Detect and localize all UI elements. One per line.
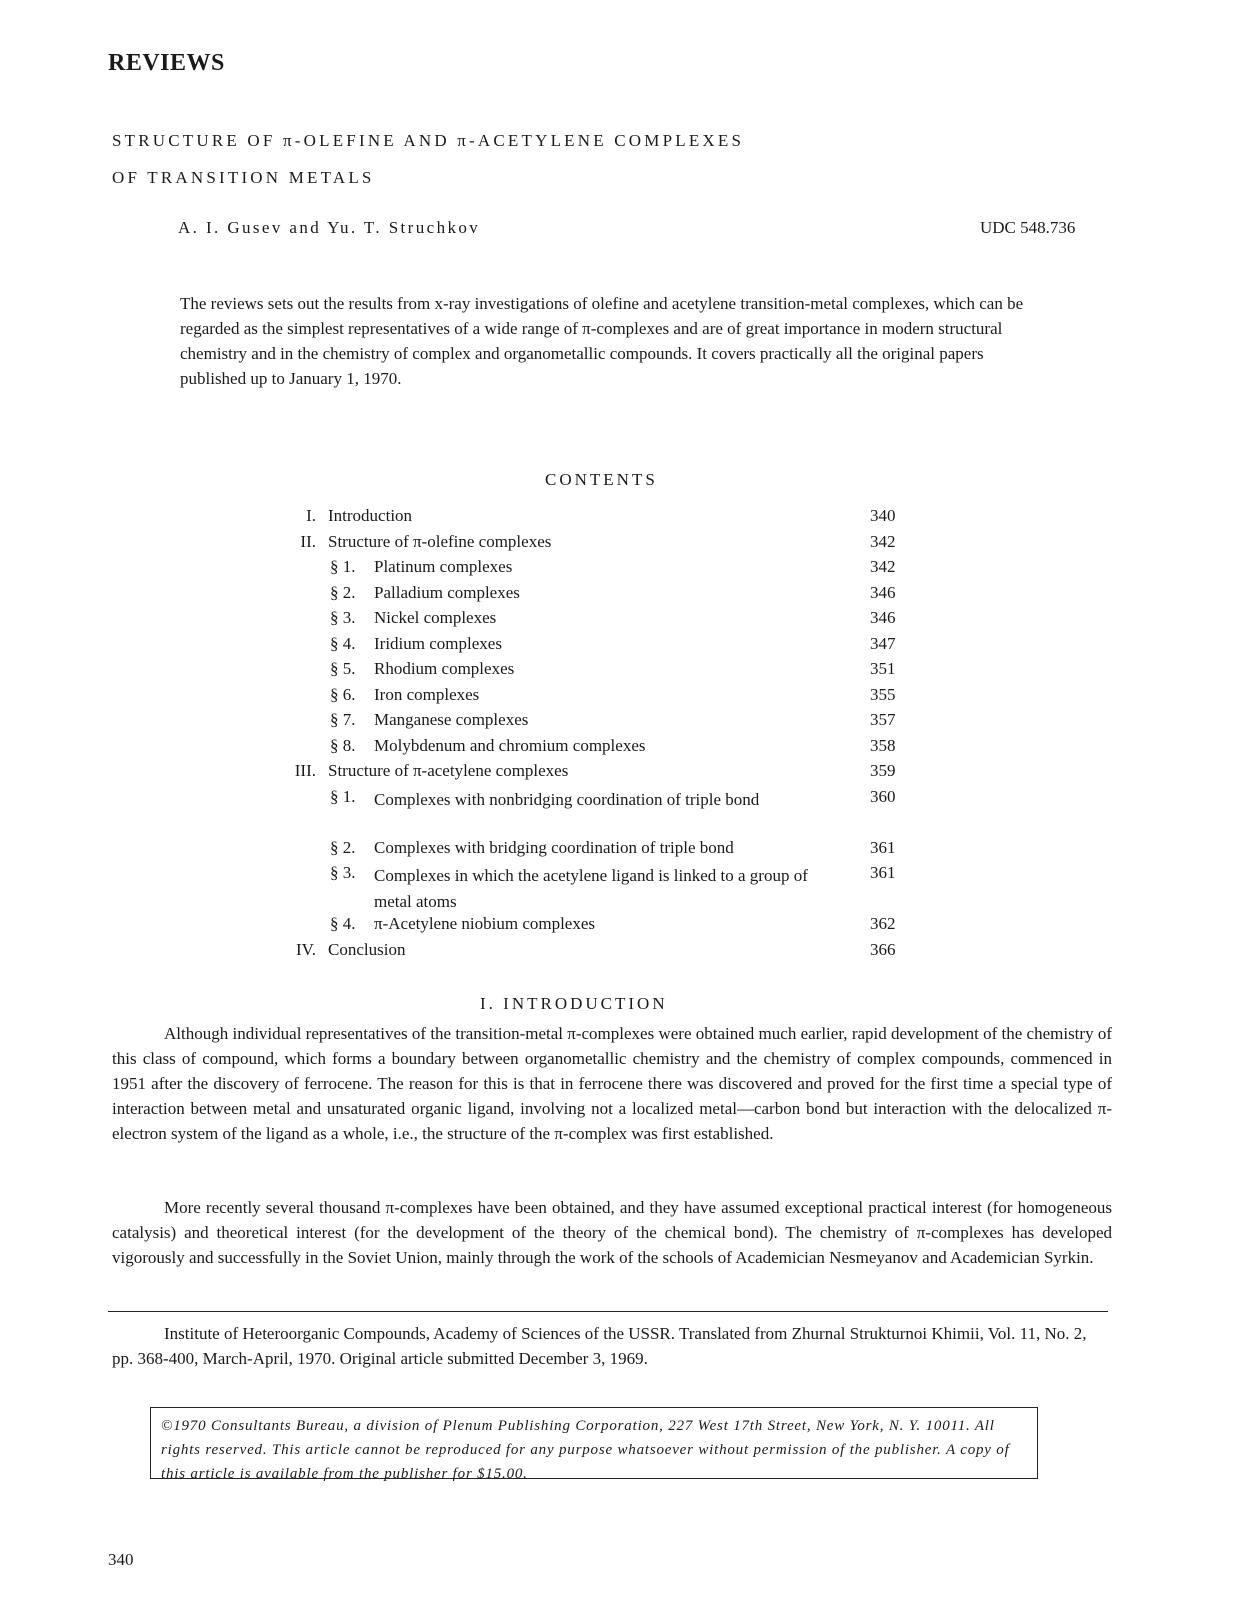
toc-entry-number: § 1. (330, 557, 356, 576)
toc-entry-number: § 6. (330, 684, 356, 704)
toc-entry-page: 360 (870, 786, 896, 806)
toc-entry-number: § 2. (330, 837, 356, 857)
toc-entry-label: Molybdenum and chromium complexes (374, 735, 646, 755)
toc-entry-number: § 4. (330, 633, 356, 653)
toc-entry-number: § 3. (330, 608, 356, 627)
toc-entry (280, 557, 910, 583)
toc-entry-number: I. (306, 506, 316, 525)
toc-entry-page: 361 (870, 863, 896, 882)
paragraph-text: Although individual representatives of the transition-metal π-complexes were obtained much earlier, rapid development of the chemistry of this class of compound, which forms a boundary between organometallic chemistry and the chemistry of complex compounds, commenced in 1951 after the discovery of ferrocene. The reason for this is that in ferrocene there was discovered and proved for the first time a special type of interaction between metal and unsaturated organic ligand, involving not a localized metal—carbon bond but interaction with the delocalized π-electron system of the ligand as a whole, i.e., the structure of the π-complex was first established. (112, 1024, 1112, 1143)
toc-entry-number: § 5. (330, 659, 356, 678)
toc-entry-page: 361 (870, 837, 896, 857)
toc-entry-number: § 8. (330, 735, 356, 755)
toc-entry-page: 366 (870, 939, 896, 959)
toc-entry (280, 532, 910, 558)
toc-entry (280, 710, 910, 736)
toc-entry (280, 506, 910, 532)
udc-code: UDC 548.736 (980, 218, 1076, 237)
toc-entry (280, 608, 910, 634)
toc-entry (280, 736, 910, 762)
toc-entry-label: Complexes in which the acetylene ligand is linked to a group of metal atoms (374, 866, 808, 911)
article-title-line-2: OF TRANSITION METALS (112, 168, 375, 187)
toc-entry (280, 659, 910, 685)
toc-entry-label: Iron complexes (374, 684, 480, 704)
introduction-paragraph-2 (112, 1195, 1112, 1270)
paragraph-text: More recently several thousand π-complexes have been obtained, and they have assumed exceptional practical interest (for homogeneous catalysis) and theoretical interest (for the development of the theory of the chemical bond). The chemistry of π-complexes has developed vigorously and successfully in the Soviet Union, mainly through the work of the schools of Academician Nesmeyanov and Academician Syrkin. (112, 1198, 1112, 1267)
toc-entry (280, 914, 910, 940)
toc-entry (280, 787, 910, 838)
toc-entry-number: III. (294, 761, 316, 780)
toc-entry-number: § 2. (330, 582, 356, 602)
toc-entry-page: 357 (870, 710, 896, 729)
toc-entry-page: 358 (870, 735, 896, 755)
toc-entry-number: § 3. (330, 863, 356, 882)
toc-entry (280, 838, 910, 864)
toc-entry-number: § 4. (330, 914, 356, 933)
copyright-box (150, 1407, 1038, 1482)
toc-entry-page: 346 (870, 608, 896, 627)
toc-entry-label: Conclusion (328, 939, 406, 959)
toc-entry (280, 863, 910, 914)
toc-entry-number: § 1. (330, 786, 356, 806)
footnote (112, 1321, 1102, 1371)
toc-entry-page: 340 (870, 506, 896, 525)
toc-entry-label: Iridium complexes (374, 633, 502, 653)
footnote-text: Institute of Heteroorganic Compounds, Academy of Sciences of the USSR. Translated from Zhurnal Strukturnoi Khimii, Vol. 11, No. 2, pp. 368-400, March-April, 1970. Original article submitted December 3, 1969. (112, 1324, 1087, 1368)
introduction-heading: I. INTRODUCTION (480, 994, 668, 1013)
toc-entry-number: IV. (296, 939, 316, 959)
toc-entry-page: 359 (870, 761, 896, 780)
copyright-text: ©1970 Consultants Bureau, a division of Plenum Publishing Corporation, 227 West 17th Street, New York, N. Y. 10011. All rights reserved. This article cannot be reproduced for any purpose whatsoever without permission of the publisher. A copy of this article is available from the publisher for $15.00. (161, 1418, 1010, 1482)
article-title-line-1: STRUCTURE OF π-OLEFINE AND π-ACETYLENE COMPLEXES (112, 131, 745, 150)
toc-entry-label: Complexes with nonbridging coordination of triple bond (374, 789, 760, 809)
toc-entry-page: 347 (870, 633, 896, 653)
abstract (180, 291, 1050, 391)
toc-entry-label: Manganese complexes (374, 710, 529, 729)
toc-entry-label: Structure of π-acetylene complexes (328, 761, 569, 780)
introduction-paragraph-1 (112, 1021, 1112, 1146)
section-label: REVIEWS (108, 50, 225, 76)
toc-entry-page: 362 (870, 914, 896, 933)
toc-entry-label: Nickel complexes (374, 608, 497, 627)
toc-entry-label: Platinum complexes (374, 557, 513, 576)
footnote-divider (108, 1311, 1108, 1312)
toc-entry-page: 342 (870, 531, 896, 551)
abstract-text: The reviews sets out the results from x-ray investigations of olefine and acetylene transition-metal complexes, which can be regarded as the simplest representatives of a wide range of π-complexes and are of great importance in modern structural chemistry and in the chemistry of complex and organometallic compounds. It covers practically all the original papers published up to January 1, 1970. (180, 294, 1024, 388)
toc-entry-label: Rhodium complexes (374, 659, 515, 678)
toc-entry-label: Structure of π-olefine complexes (328, 531, 552, 551)
toc-entry (280, 685, 910, 711)
page-number: 340 (108, 1550, 134, 1569)
toc-entry-label: Palladium complexes (374, 582, 520, 602)
toc-entry (280, 634, 910, 660)
table-of-contents (280, 506, 910, 965)
toc-entry (280, 761, 910, 787)
toc-entry-label: Introduction (328, 506, 413, 525)
contents-heading: CONTENTS (545, 470, 658, 489)
toc-entry-page: 342 (870, 557, 896, 576)
toc-entry (280, 940, 910, 966)
toc-entry-label: π-Acetylene niobium complexes (374, 914, 596, 933)
toc-entry-page: 351 (870, 659, 896, 678)
toc-entry-number: § 7. (330, 710, 356, 729)
toc-entry-label: Complexes with bridging coordination of triple bond (374, 837, 734, 857)
toc-entry (280, 583, 910, 609)
toc-entry-number: II. (300, 531, 316, 551)
authors: A. I. Gusev and Yu. T. Struchkov (178, 218, 481, 237)
toc-entry-page: 355 (870, 684, 896, 704)
toc-entry-page: 346 (870, 582, 896, 602)
